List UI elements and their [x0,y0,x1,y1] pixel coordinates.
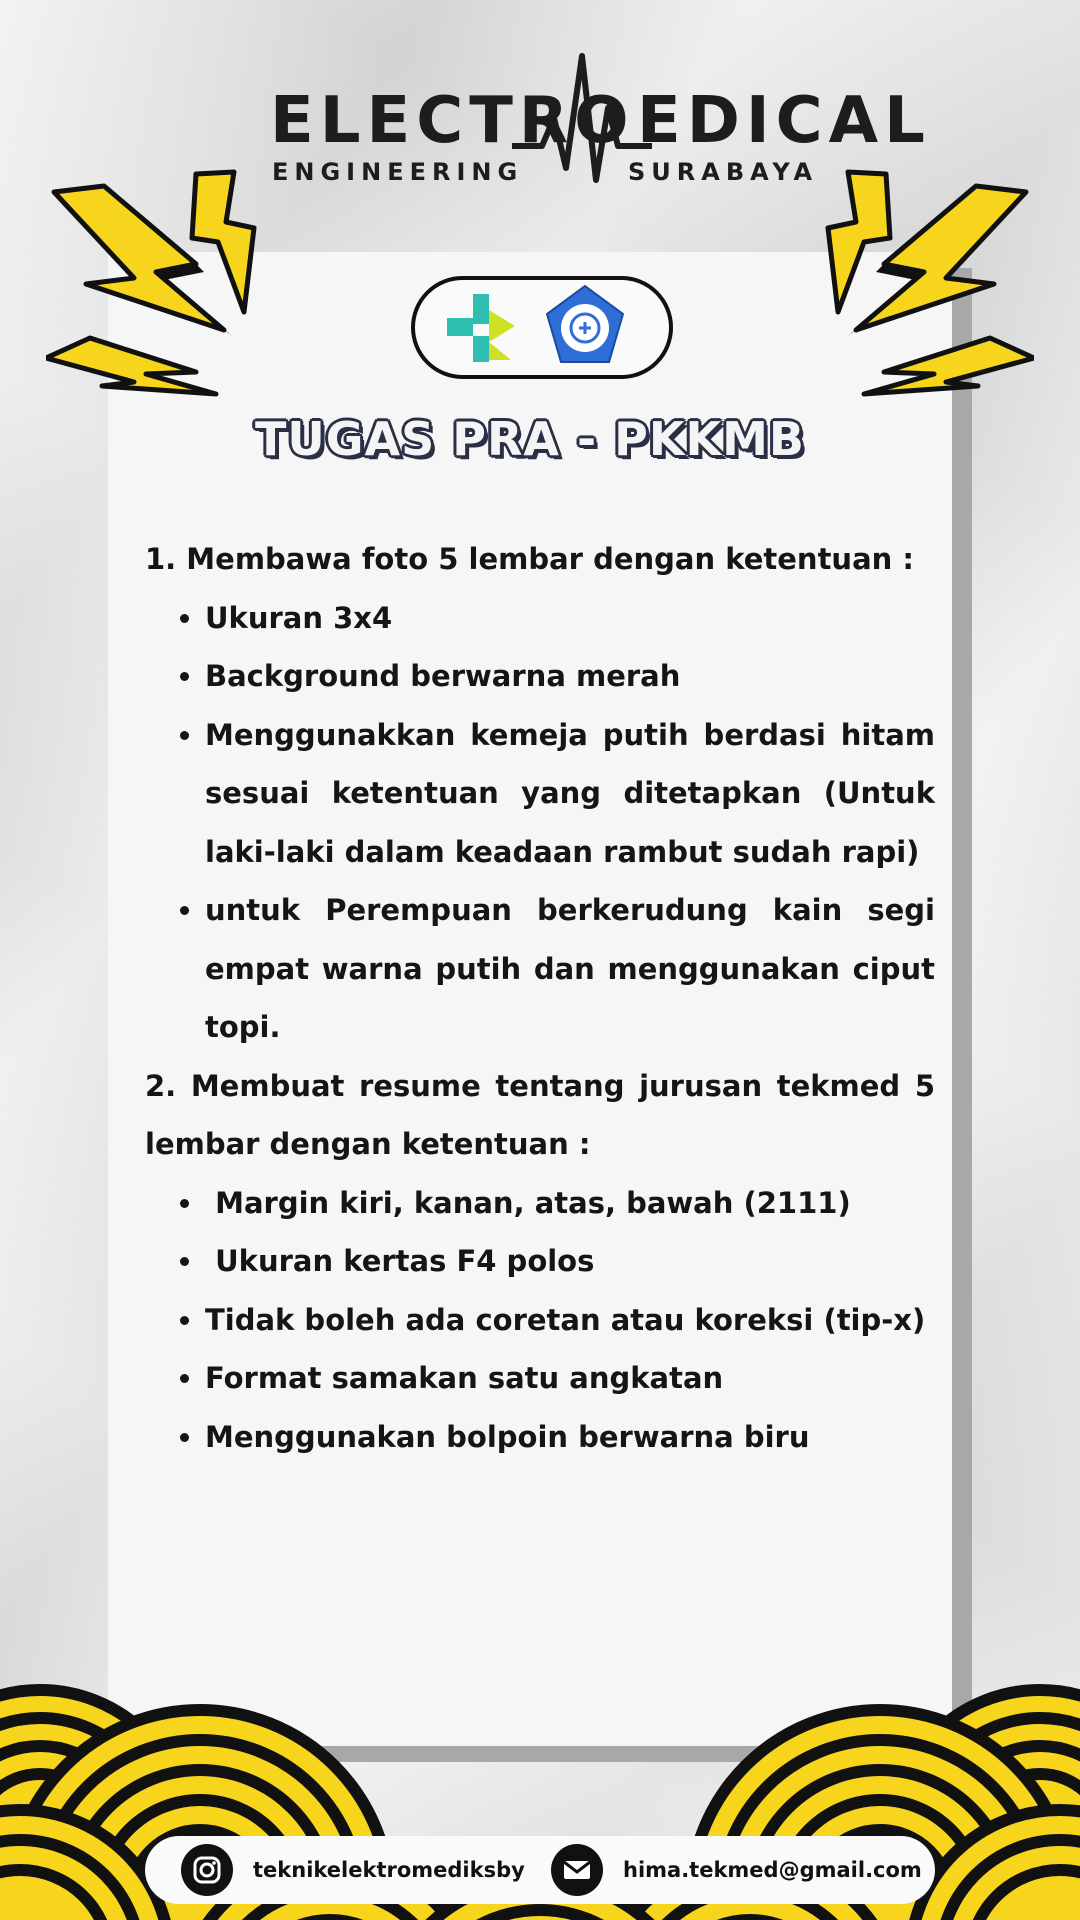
partner-logos-badge [411,276,673,379]
kemenkes-logo-icon [443,290,523,366]
list-item: • untuk Perempuan berkerudung kain segi empat warna putih dan menggunakan ciput topi. [205,881,935,1057]
list-item: • Menggunakan bolpoin berwarna biru [205,1408,935,1467]
list-item: • Ukuran kertas F4 polos [205,1232,935,1291]
list-item: • Margin kiri, kanan, atas, bawah (2111) [205,1174,935,1233]
task-list [145,530,935,1466]
logo-sub-engineering: ENGINEERING [272,158,524,186]
logo-word-electro: ELECTRO [270,84,635,158]
logo-sub-surabaya: SURABAYA [628,158,819,186]
lightning-bolt-icon [184,168,264,316]
email-address[interactable]: hima.tekmed@gmail.com [623,1858,922,1882]
contact-footer-bar [145,1836,935,1904]
list-item: • Format samakan satu angkatan [205,1349,935,1408]
electromedical-engineering-logo [262,48,931,188]
list-item: • Menggunakkan kemeja putih berdasi hitam sesuai ketentuan yang ditetapkan (Untuk laki-laki dalam keadaan rambut sudah rapi) [205,706,935,882]
task-2-requirements [145,1174,935,1467]
task-1-requirements [145,589,935,1057]
task-heading-1: 1. Membawa foto 5 lembar dengan ketentuan : [145,542,914,576]
mail-icon[interactable] [551,1844,603,1896]
lightning-bolt-icon [818,168,898,316]
instagram-icon[interactable] [181,1844,233,1896]
logo-word-edical: EDICAL [637,84,931,158]
himpunan-mahasiswa-emblem-icon [541,282,629,370]
instagram-handle[interactable]: teknikelektromediksby [253,1858,525,1882]
page-title: TUGAS PRA - PKKMB [255,412,805,466]
task-heading-2: 2. Membuat resume tentang jurusan tekmed 5 lembar dengan ketentuan : [145,1068,935,1161]
list-item: • Ukuran 3x4 [205,589,935,648]
list-item: • Background berwarna merah [205,647,935,706]
list-item: • Tidak boleh ada coretan atau koreksi (tip-x) [205,1291,935,1350]
